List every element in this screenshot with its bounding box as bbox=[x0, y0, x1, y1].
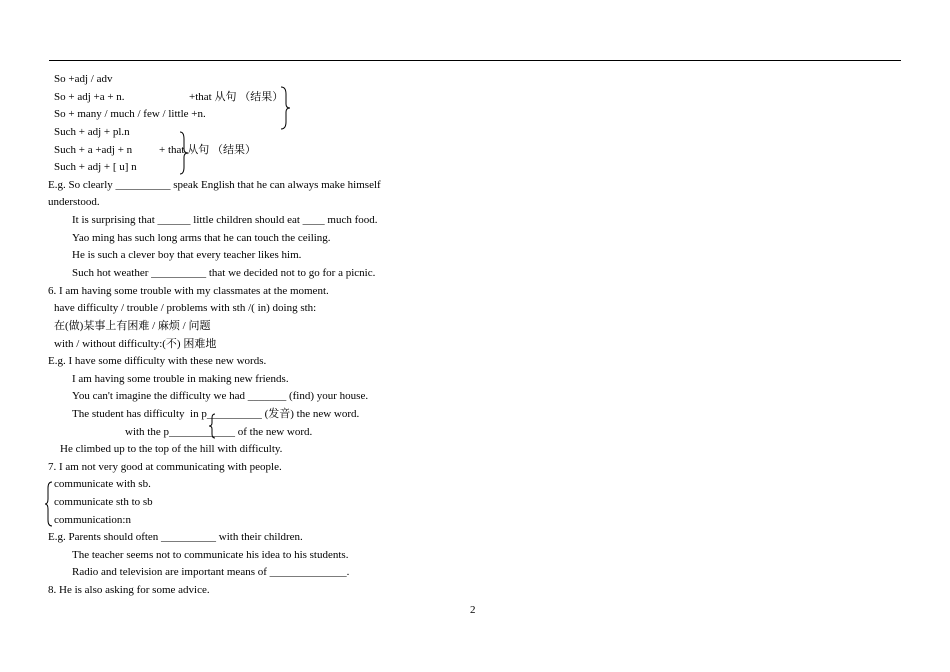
right-brace-icon bbox=[178, 131, 192, 175]
text-line: Yao ming has such long arms that he can touch the ceiling. bbox=[72, 232, 331, 244]
header-rule bbox=[49, 60, 901, 61]
text-line: communication:n bbox=[54, 514, 131, 526]
right-brace-icon bbox=[278, 86, 292, 130]
text-line: Such + adj + [ u] n bbox=[54, 161, 137, 173]
text-line: The student has difficulty in p__________ (发音) the new word. bbox=[72, 408, 360, 420]
text-line: It is surprising that ______ little children should eat ____ much food. bbox=[72, 214, 378, 226]
text-line: So + many / much / few / little +n. bbox=[54, 108, 206, 120]
text-line: E.g. I have some difficulty with these new words. bbox=[48, 355, 267, 367]
text-line: Such hot weather __________ that we decided not to go for a picnic. bbox=[72, 267, 376, 279]
text-line: 在(做)某事上有困难 / 麻烦 / 问题 bbox=[54, 320, 211, 332]
text-line: So +adj / adv bbox=[54, 73, 113, 85]
text-line: with the p____________ of the new word. bbox=[125, 426, 313, 438]
text-line: 6. I am having some trouble with my classmates at the moment. bbox=[48, 285, 329, 297]
text-line: communicate sth to sb bbox=[54, 496, 153, 508]
text-line: So + adj +a + n. bbox=[54, 91, 125, 103]
left-brace-icon bbox=[44, 481, 54, 527]
text-line: +that 从句 （结果） bbox=[189, 91, 284, 103]
text-line: with / without difficulty:(不) 困难地 bbox=[54, 338, 217, 350]
text-line: E.g. So clearly __________ speak English that he can always make himself bbox=[48, 179, 381, 191]
text-line: Such + adj + pl.n bbox=[54, 126, 130, 138]
text-line: communicate with sb. bbox=[54, 478, 151, 490]
text-line: Radio and television are important means of ______________. bbox=[72, 566, 350, 578]
text-line: understood. bbox=[48, 196, 100, 208]
text-line: Such + a +adj + n bbox=[54, 144, 133, 156]
text-line: He climbed up to the top of the hill with difficulty. bbox=[60, 443, 283, 455]
text-line: The teacher seems not to communicate his idea to his students. bbox=[72, 549, 349, 561]
text-line: He is such a clever boy that every teacher likes him. bbox=[72, 249, 302, 261]
text-line: 7. I am not very good at communicating with people. bbox=[48, 461, 282, 473]
text-line: + that 从句 （结果） bbox=[159, 144, 256, 156]
text-line: 8. He is also asking for some advice. bbox=[48, 584, 210, 596]
text-line: have difficulty / trouble / problems with sth /( in) doing sth: bbox=[54, 302, 317, 314]
text-line: I am having some trouble in making new friends. bbox=[72, 373, 289, 385]
text-line: You can't imagine the difficulty we had _______ (find) your house. bbox=[72, 390, 369, 402]
text-line: E.g. Parents should often __________ with their children. bbox=[48, 531, 303, 543]
left-brace-icon bbox=[207, 413, 217, 439]
page-number: 2 bbox=[470, 604, 476, 616]
